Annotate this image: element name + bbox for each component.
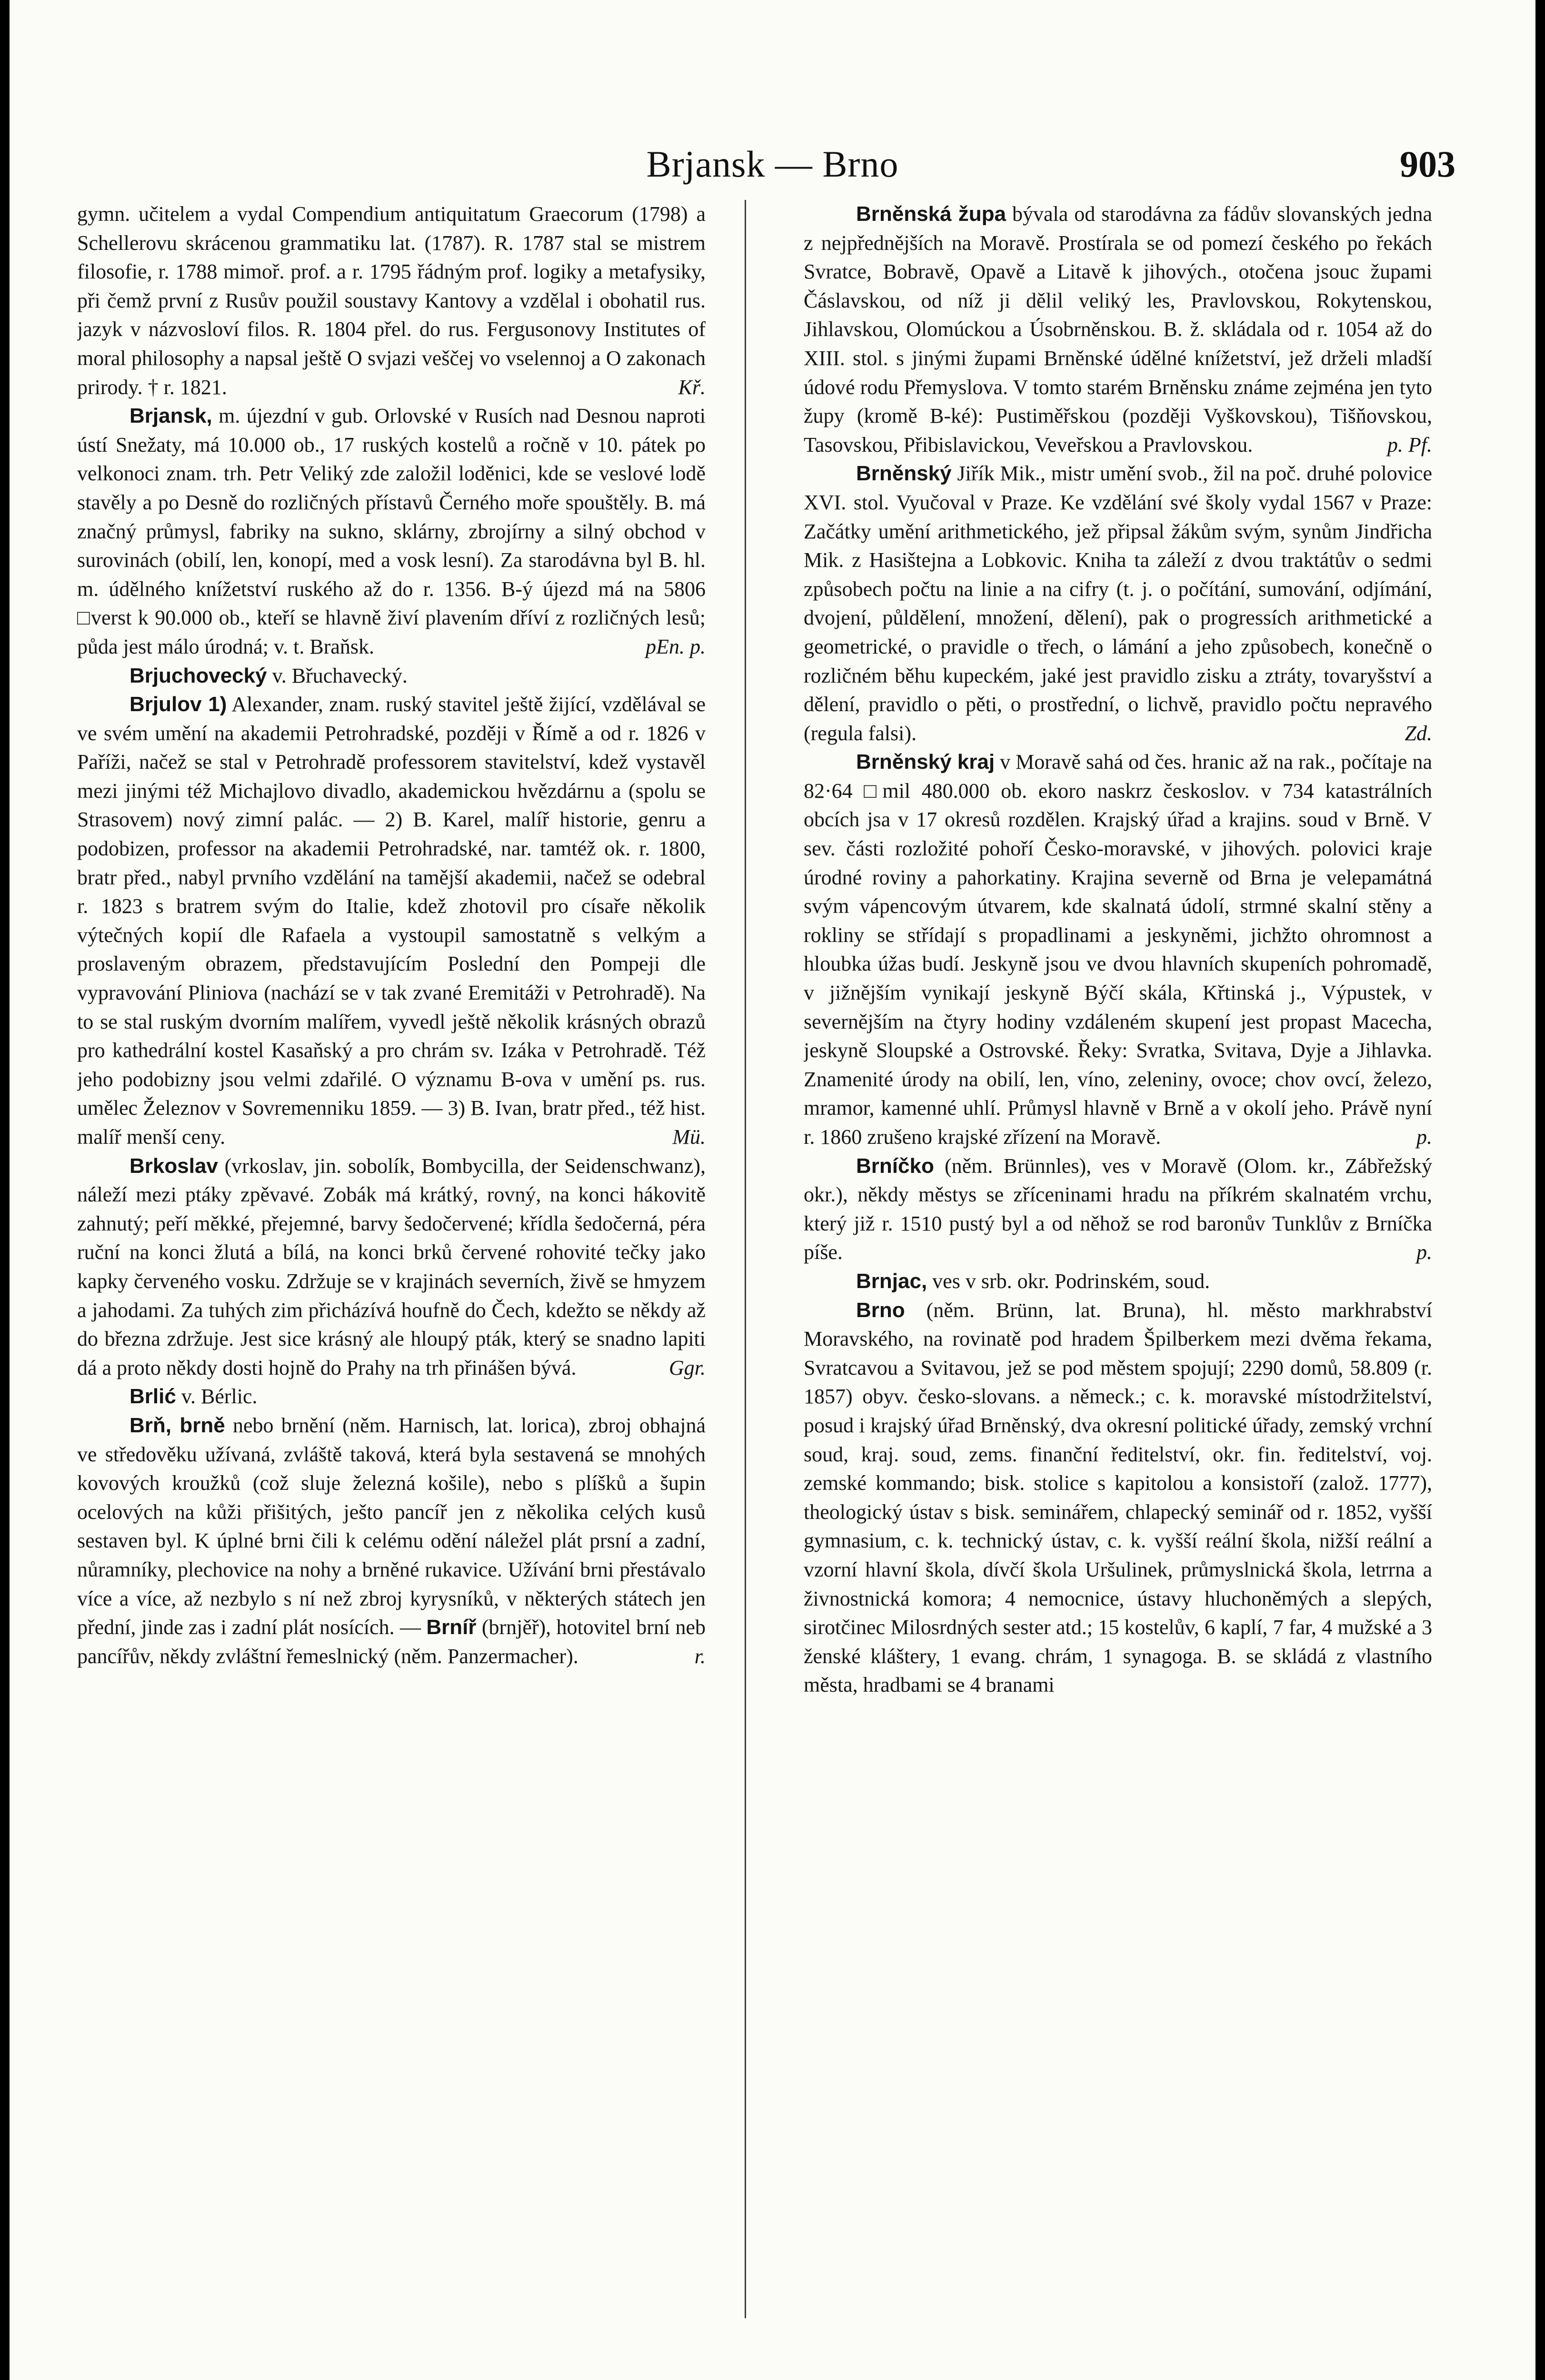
entry-brlic	[77, 1382, 706, 1411]
headword: Brníř	[426, 1616, 477, 1639]
running-head: Brjansk — Brno	[646, 143, 899, 185]
headword: Brlić	[130, 1385, 176, 1408]
headword: Brněnský kraj	[856, 750, 995, 774]
entry-text: gymn. učitelem a vydal Compendium antiquitatum Graecorum (1798) a Schellerovu skrácenou grammatiku lat. (1787). R. 1787 stal se mistrem filosofie, r. 1788 mimoř. prof. a r. 1795 řádným prof. logiky a metafysiky, při čemž první z Rusův použil soustavy Kantovy a vzdělal i obohatil rus. jazyk v názvosloví filos. R. 1804 přel. do rus. Fergusonovy Institutes of moral philosophy a napsal ještě O svjazi veščej vo vselennoj a O zakonach prirody. † r. 1821.	[77, 202, 706, 399]
headword: Brjulov 1)	[130, 693, 227, 716]
entry-brnenska-zupa	[804, 200, 1432, 459]
author-signature: p. Pf.	[1387, 433, 1432, 456]
headword: Brkoslav	[130, 1154, 218, 1178]
entry-text: v. Břuchavecký.	[267, 664, 408, 687]
entry-brnensky	[804, 459, 1432, 748]
entry-text: (něm. Brünn, lat. Bruna), hl. město markhrabství Moravského, na rovinatě pod hradem Špilberkem mezi dvěma řekama, Svratcavou a Svitavou, jež se pod městem spojují; 2290 domů, 58.809 (r. 1857) obyv. česko-slovans. a německ.; c. k. moravské místodržitelství, posud i krajský úřad Brněnský, dva okresní politické úřady, zemský vrchní soud, kraj. soud, zems. finanční ředitelství, okr. fin. ředitelství, voj. zemské kommando; bisk. stolice s kapitolou a konsistoří (založ. 1777), theologický ústav s bisk. seminářem, chlapecký seminář od r. 1852, vyšší gymnasium, c. k. technický ústav, c. k. vyšší reální škola, nižší reální a vzorní hlavní škola, dívčí škola Uršulinek, průmyslnická škola, letrrna a živnostnická komora; 4 nemocnice, ústavy hluchoněmých a slepých, sirotčinec Milosrdných sester atd.; 15 kostelův, 6 kaplí, 7 far, 4 mužské a 3 ženské kláštery, 1 evang. chrám, 1 synagoga. B. se skládá z vlastního města, hradbami se 4 branami	[804, 1298, 1432, 1697]
entry-brnensky-kraj	[804, 748, 1432, 1151]
left-column	[77, 200, 706, 2351]
headword: Brněnská župa	[856, 202, 1006, 226]
entry-brno	[804, 1296, 1432, 1700]
entry-text: bývala od starodávna za fádův slovanských jedna z nejpřednějších na Moravě. Prostírala se od pomezí českého po řekách Svratce, Bobravě, Opavě a Litavě k jihových., otočena jsouc župami Čáslavskou, od níž ji dělil veliký les, Pravlovskou, Rokytenskou, Jihlavskou, Olomúckou a Úsobrněnskou. B. ž. skládala od r. 1054 až do XIII. stol. s jinými župami Brněnské údělné knížetství, jež drželi mladší údové rodu Přemyslova. V tomto starém Brněnsku známe zejména jen tyto župy (kromě B-ké): Pustiměřskou (později Vyškovskou), Tišňovskou, Tasovskou, Přibislavickou, Veveřskou a Pravlovskou.	[804, 202, 1432, 456]
author-signature: Ggr.	[668, 1356, 706, 1379]
entry-text: (brnjěř), hotovitel brní neb pancířův, někdy zvláštní řemeslnický (něm. Panzermacher).	[77, 1616, 706, 1668]
entry-text: v. Bérlic.	[176, 1385, 258, 1408]
entry-brjulov	[77, 690, 706, 1152]
page-header	[10, 143, 1535, 195]
author-signature: p.	[1416, 1240, 1432, 1264]
entry-brkoslav	[77, 1152, 706, 1383]
entry-text: ves v srb. okr. Podrinském, soud.	[927, 1269, 1210, 1293]
page-number: 903	[1400, 143, 1455, 185]
entry-text: nebo brnění (něm. Harnisch, lat. lorica), zbroj obhajná ve středověku užívaná, zvláště taková, která byla sestavená se mnohých kovových kroužků (což sluje železná košile), nebo s plíšků a šupin ocelových na kůži přišitých, ješto pancíř jen z několika celých kusů sestaven byl. K úplné brni čili k celému odění náležel plát prsní a zadní, nůramníky, plechovice na nohy a brněné rukavice. Užívání brni přestávalo více a více, až nezbylo s ní než zbroj kyrysníků, v některých státech jen přední, jinde zas i zadní plát nosících. —	[77, 1413, 706, 1639]
entry-text: (něm. Brünnles), ves v Moravě (Olom. kr., Zábřežský okr.), někdy městys se zříceninami hradu na příkrém skalnatém vrchu, který již r. 1510 pustý byl a od něhož se rod baronův Tunklův z Brníčka píše.	[804, 1154, 1432, 1264]
headword: Brň, brně	[130, 1413, 225, 1437]
entry-text: (vrkoslav, jin. sobolík, Bombycilla, der Seidenschwanz), náleží mezi ptáky zpěvavé. Zobák má krátký, rovný, na konci hákovitě zahnutý; peří měkké, přejemné, barvy šedočervené; křídla šedočerná, péra ruční na konci žlutá a bílá, na konci brků červené rohovité tečky jako kapky červeného vosku. Zdržuje se v krajinách severních, živě se hmyzem a jahodami. Za tuhých zim přicházívá houfně do Čech, kdežto se někdy až do března zdržuje. Jest sice krásný ale hloupý pták, který se snadno lapiti dá a proto někdy dosti hojně do Prahy na trh přinášen bývá.	[77, 1154, 706, 1379]
entry-text: Jiřík Mik., mistr umění svob., žil na poč. druhé polovice XVI. stol. Vyučoval v Praze. Ke vzdělání své školy vydal 1567 v Praze: Začátky umění arithmetického, jež připsal žákům svým, synům Jindřicha Mik. z Hasištejna a Lobkovic. Kniha ta záleží z dvou traktátův o sedmi způsobech počtu na linie a na cifry (t. j. o počítání, sumování, odjímání, dvojení, půldělení, množení, dělení), pak o progressích arithmetické a geometrické, o pravidle o třech, o lámání a jeho způsobech, konečně o rozličném běhu kupeckém, jaké jest pravidlo zisku a ztráty, tovaryšství a dělení, pravidlo o pěti, o prostřední, o lichvě, pravidlo počtu nepravého (regula falsi).	[804, 462, 1432, 745]
headword: Brnjac,	[856, 1269, 927, 1293]
right-column	[804, 200, 1432, 2351]
entry-text: m. újezdní v gub. Orlovské v Rusích nad Desnou naproti ústí Snežaty, má 10.000 ob., 17 ruských kostelů a ročně v 10. pátek po velkonoci znam. trh. Petr Veliký zde založil loděnici, kde se veslové lodě stavěly a po Desně do rozličných přístavů Černého moře spouštěly. B. má značný průmysl, fabriky na sukno, sklárny, zbrojírny a silný obchod v surovinách (obilí, len, konopí, med a vosk lesní). Za starodávna byl B. hl. m. údělného knížetství ruského až do r. 1356. B-ý újezd má na 5806 □verst k 90.000 ob., kteří se hlavně živí plavením dříví z rozličných lesů; půda jest málo úrodná; v. t. Braňsk.	[77, 404, 706, 658]
author-signature: p.	[1416, 1125, 1432, 1149]
entry-brnicko	[804, 1152, 1432, 1267]
entry-brjanceva-continuation	[77, 200, 706, 402]
headword: Brjansk,	[130, 404, 212, 428]
column-divider	[745, 200, 746, 2318]
headword: Brněnský	[856, 462, 952, 486]
entry-brn	[77, 1411, 706, 1671]
author-signature: Zd.	[1405, 721, 1432, 745]
entry-text: v Moravě sahá od čes. hranic až na rak., počítaje na 82·64 □mil 480.000 ob. ekoro naskrz českoslov. v 734 katastrálních obcích jsa v 17 okresů rozdělen. Krajský úřad a krajins. soud v Brně. V sev. části rozložité pohoří Česko-moravské, v jihových. polovici kraje úrodné roviny a pahorkatiny. Krajina severně od Brna je velepamátná svým vápencovým útvarem, kde skalnatá údolí, strmné skalní stěny a rokliny se střídají s propadlinami a jeskyněmi, jichžto ohromnost a hloubka úžas budí. Jeskyně jsou ve dvou hlavních skupeních pohromadě, v jižnějším vynikají jeskyně Býčí skála, Křtinská j., Výpustek, v severnějším na čtyry hodiny vzdáleném skupení jest propast Macecha, jeskyně Sloupské a Ostrovské. Řeky: Svratka, Svitava, Dyje a Jihlavka. Znamenité úrody na obilí, len, víno, zeleniny, ovoce; chov ovcí, železo, mramor, kamenné uhlí. Průmysl hlavně v Brně a v okolí jeho. Právě nyní r. 1860 zrušeno krajské zřízení na Moravě.	[804, 750, 1432, 1149]
entry-brjuchovecky	[77, 662, 706, 691]
author-signature: pEn. p.	[646, 635, 706, 658]
entry-brjansk	[77, 402, 706, 661]
author-signature: r.	[694, 1644, 706, 1668]
entry-brnjac	[804, 1267, 1432, 1296]
headword: Brníčko	[856, 1154, 934, 1178]
entry-text: Alexander, znam. ruský stavitel ještě žijící, vzdělával se ve svém umění na akademii Petrohradské, později v Římě a od r. 1826 v Paříži, načež se stal v Petrohradě professorem stavitelství, kdež vystavěl mezi jinými též Michajlovo divadlo, akademickou hvězdárnu a (spolu se Strasovem) nový zimní palác. — 2) B. Karel, malíř historie, genru a podobizen, professor na akademii Petrohradské, nar. tamtéž ok. r. 1800, bratr před., nabyl prvního vzdělání na tamější akademii, načež se odebral r. 1823 s bratrem svým do Italie, kdež zhotovil pro císaře několik výtečných kopií dle Rafaela a vystoupil samostatně s velkým a proslaveným obrazem, představujícím Poslední den Pompeji dle vypravování Pliniova (nachází se v tak zvané Eremitáži v Petrohradě). Na to se stal ruským dvorním malířem, vyvedl ještě několik krásných obrazů pro kathedrální kostel Kasaňský a pro chrám sv. Izáka v Petrohradě. Též jeho podobizny jsou velmi zdařilé. O významu B-ova v umění ps. rus. umělec Železnov v Sovremenniku 1859. — 3) B. Ivan, bratr před., též hist. malíř menší ceny.	[77, 693, 706, 1149]
headword: Brno	[856, 1298, 905, 1322]
dictionary-page	[10, 0, 1535, 2380]
author-signature: Kř.	[678, 375, 706, 399]
author-signature: Mü.	[672, 1125, 706, 1149]
headword: Brjuchovecký	[130, 664, 267, 687]
